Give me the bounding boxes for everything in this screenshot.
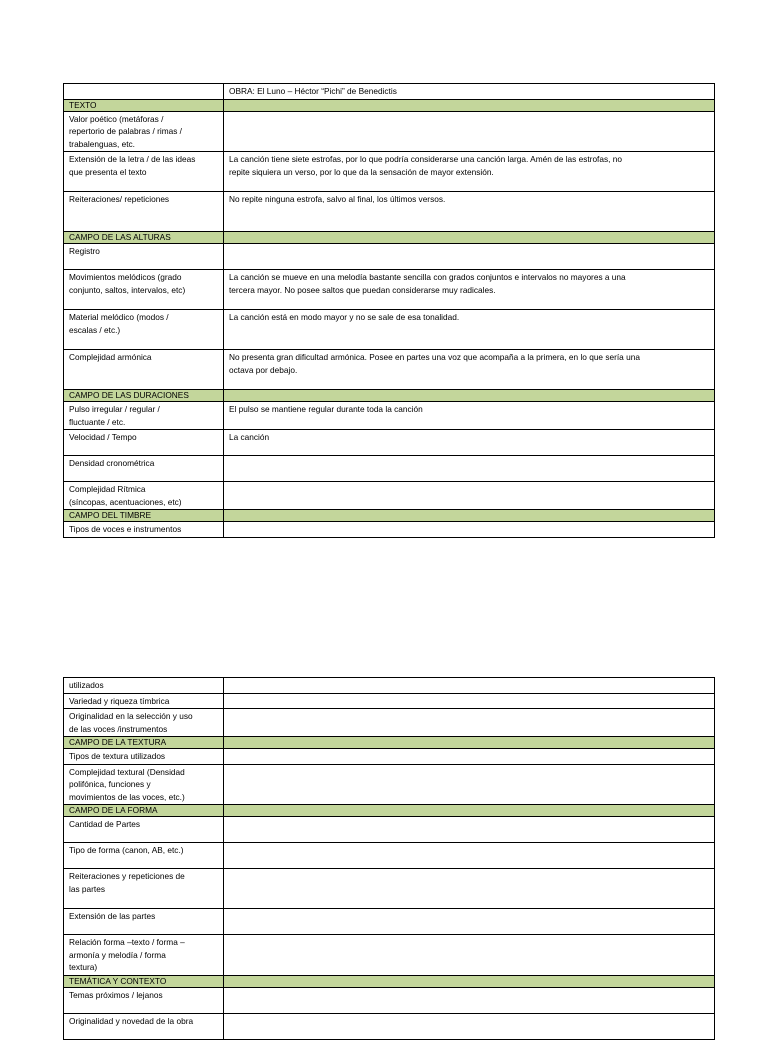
table-row bbox=[64, 192, 715, 232]
section-row-texto bbox=[64, 99, 715, 111]
table-row bbox=[64, 350, 715, 390]
table-row bbox=[64, 310, 715, 350]
criterion-value bbox=[224, 935, 715, 976]
criterion-label: Tipos de textura utilizados bbox=[64, 749, 224, 765]
table-row bbox=[64, 749, 715, 765]
criterion-value bbox=[224, 709, 715, 737]
section-label: CAMPO DEL TIMBRE bbox=[64, 510, 224, 522]
table-row bbox=[64, 482, 715, 510]
criterion-value bbox=[224, 909, 715, 935]
table-row bbox=[64, 522, 715, 538]
criterion-value bbox=[224, 987, 715, 1013]
criterion-value bbox=[224, 749, 715, 765]
criterion-label: Reiteraciones/ repeticiones bbox=[64, 192, 224, 232]
table-row bbox=[64, 402, 715, 430]
criterion-value bbox=[224, 111, 715, 152]
criterion-value: No repite ninguna estrofa, salvo al final, los últimos versos. bbox=[224, 192, 715, 232]
section-label: TEXTO bbox=[64, 99, 224, 111]
table-row bbox=[64, 244, 715, 270]
table-row bbox=[64, 869, 715, 909]
section-label: CAMPO DE LA FORMA bbox=[64, 805, 224, 817]
work-title: OBRA: El Luno – Héctor “Pichi” de Benedictis bbox=[224, 84, 715, 100]
section-row-timbre bbox=[64, 510, 715, 522]
section-label: CAMPO DE LAS DURACIONES bbox=[64, 390, 224, 402]
analysis-table-page-2 bbox=[63, 677, 715, 1040]
criterion-label: utilizados bbox=[64, 678, 224, 694]
criterion-value: El pulso se mantiene regular durante toda la canción bbox=[224, 402, 715, 430]
criterion-label: Tipos de voces e instrumentos bbox=[64, 522, 224, 538]
criterion-label: Complejidad Rítmica (síncopas, acentuaciones, etc) bbox=[64, 482, 224, 510]
table-row bbox=[64, 678, 715, 694]
criterion-label: Tipo de forma (canon, AB, etc.) bbox=[64, 843, 224, 869]
criterion-value bbox=[224, 522, 715, 538]
table-row bbox=[64, 152, 715, 192]
criterion-label: Complejidad textural (Densidad polifónica, funciones y movimientos de las voces, etc.) bbox=[64, 764, 224, 805]
criterion-label: Velocidad / Tempo bbox=[64, 430, 224, 456]
table-row bbox=[64, 909, 715, 935]
criterion-label: Registro bbox=[64, 244, 224, 270]
criterion-value bbox=[224, 869, 715, 909]
section-label: TEMÁTICA Y CONTEXTO bbox=[64, 975, 224, 987]
table-row bbox=[64, 987, 715, 1013]
criterion-label: Variedad y riqueza tímbrica bbox=[64, 693, 224, 709]
criterion-value: La canción está en modo mayor y no se sale de esa tonalidad. bbox=[224, 310, 715, 350]
table-row bbox=[64, 693, 715, 709]
criterion-label: Movimientos melódicos (grado conjunto, saltos, intervalos, etc) bbox=[64, 270, 224, 310]
criterion-value bbox=[224, 482, 715, 510]
criterion-value: La canción tiene siete estrofas, por lo que podría considerarse una canción larga. Amén de las estrofas, no repite siquiera un verso, por lo que da la sensación de mayor extensión. bbox=[224, 152, 715, 192]
section-row-alturas bbox=[64, 232, 715, 244]
criterion-value bbox=[224, 244, 715, 270]
criterion-label: Originalidad y novedad de la obra bbox=[64, 1013, 224, 1039]
criterion-value bbox=[224, 817, 715, 843]
criterion-label: Originalidad en la selección y uso de las voces /instrumentos bbox=[64, 709, 224, 737]
table-row bbox=[64, 817, 715, 843]
section-row-duraciones bbox=[64, 390, 715, 402]
criterion-label: Pulso irregular / regular / fluctuante / etc. bbox=[64, 402, 224, 430]
criterion-label: Densidad cronométrica bbox=[64, 456, 224, 482]
section-label: CAMPO DE LAS ALTURAS bbox=[64, 232, 224, 244]
criterion-value bbox=[224, 1013, 715, 1039]
section-row-forma bbox=[64, 805, 715, 817]
criterion-value: La canción bbox=[224, 430, 715, 456]
table-cell-empty bbox=[64, 84, 224, 100]
table-row bbox=[64, 1013, 715, 1039]
table-row bbox=[64, 935, 715, 976]
criterion-label: Extensión de las partes bbox=[64, 909, 224, 935]
analysis-table-page-1 bbox=[63, 83, 715, 538]
section-row-tematica bbox=[64, 975, 715, 987]
criterion-value bbox=[224, 843, 715, 869]
section-label: CAMPO DE LA TEXTURA bbox=[64, 737, 224, 749]
criterion-label: Reiteraciones y repeticiones de las partes bbox=[64, 869, 224, 909]
table-row bbox=[64, 764, 715, 805]
criterion-value: La canción se mueve en una melodía bastante sencilla con grados conjuntos e intervalos no mayores a una tercera mayor. No posee saltos que puedan considerarse muy radicales. bbox=[224, 270, 715, 310]
criterion-label: Material melódico (modos / escalas / etc.) bbox=[64, 310, 224, 350]
criterion-value bbox=[224, 764, 715, 805]
criterion-value bbox=[224, 678, 715, 694]
criterion-label: Relación forma –texto / forma – armonía y melodía / forma textura) bbox=[64, 935, 224, 976]
section-row-textura bbox=[64, 737, 715, 749]
table-row bbox=[64, 843, 715, 869]
table-row bbox=[64, 270, 715, 310]
table-row bbox=[64, 111, 715, 152]
table-header-row bbox=[64, 84, 715, 100]
table-row bbox=[64, 456, 715, 482]
criterion-value bbox=[224, 693, 715, 709]
table-row bbox=[64, 430, 715, 456]
criterion-label: Valor poético (metáforas / repertorio de palabras / rimas / trabalenguas, etc. bbox=[64, 111, 224, 152]
criterion-value bbox=[224, 456, 715, 482]
table-row bbox=[64, 709, 715, 737]
criterion-label: Cantidad de Partes bbox=[64, 817, 224, 843]
criterion-value: No presenta gran dificultad armónica. Posee en partes una voz que acompaña a la primera, en lo que sería una octava por debajo. bbox=[224, 350, 715, 390]
criterion-label: Temas próximos / lejanos bbox=[64, 987, 224, 1013]
criterion-label: Complejidad armónica bbox=[64, 350, 224, 390]
criterion-label: Extensión de la letra / de las ideas que presenta el texto bbox=[64, 152, 224, 192]
